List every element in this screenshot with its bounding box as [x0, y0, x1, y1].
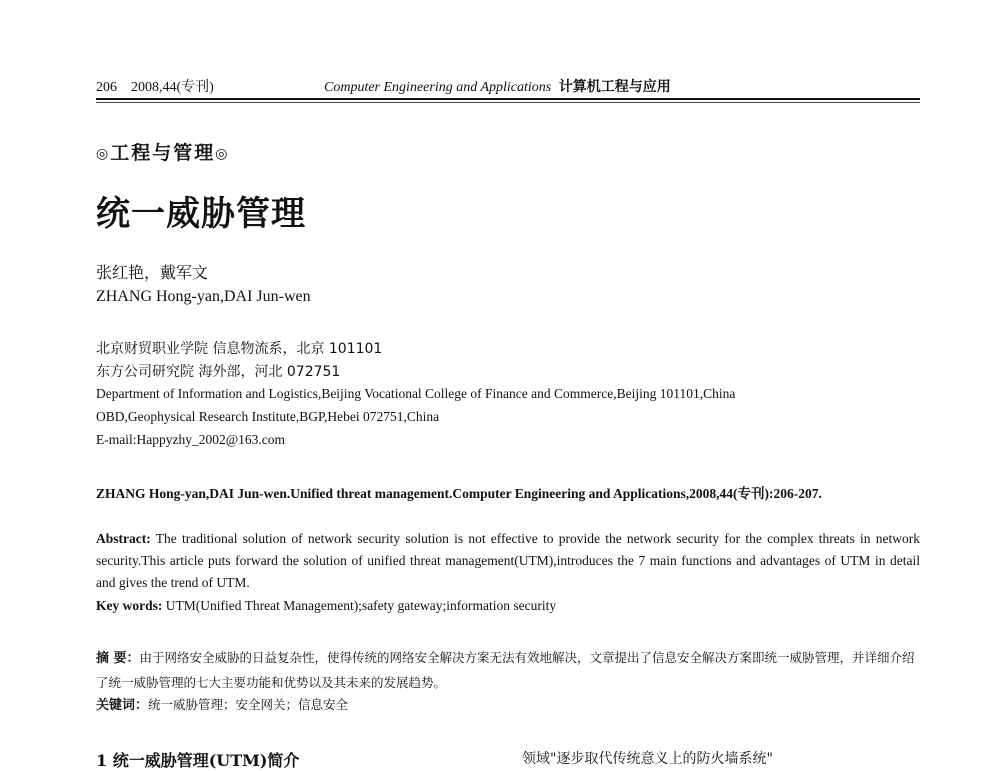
- citation: ZHANG Hong-yan,DAI Jun-wen.Unified threat management.Computer Engineering and Applications,2008,44(专刊):206-207.: [96, 486, 822, 501]
- paper-title: 统一威胁管理: [96, 194, 306, 234]
- affiliation-1-en: Department of Information and Logistics,Beijing Vocational College of Finance and Commerce,Beijing 101101,China: [96, 386, 736, 401]
- abstract-zh-label: 摘 要：: [96, 651, 140, 666]
- keywords-en: [96, 598, 920, 614]
- journal-name-en: Computer Engineering and Applications: [324, 80, 552, 95]
- column-label: [96, 138, 229, 165]
- abstract-en-text: The traditional solution of network security solution is not effective to provide the network security for the complex threats in network security.This article puts forward the solution of unified threat management(UTM),introduces the 7 main functions and advantages of UTM in detail and gives the trend of UTM.: [96, 531, 920, 590]
- keywords-en-label: Key words:: [96, 598, 163, 613]
- authors-zh: 张红艳，戴军文: [96, 263, 209, 282]
- keywords-zh: [96, 694, 920, 713]
- keywords-zh-label: 关键词：: [96, 698, 149, 713]
- journal-name-zh: 计算机工程与应用: [558, 79, 671, 95]
- affiliation-2-zh: 东方公司研究院 海外部，河北 072751: [96, 364, 341, 380]
- authors-en: ZHANG Hong-yan,DAI Jun-wen: [96, 288, 311, 305]
- header-left: [96, 76, 214, 96]
- journal-name: [324, 76, 671, 96]
- affiliation-2-en: OBD,Geophysical Research Institute,BGP,Hebei 072751,China: [96, 409, 440, 424]
- keywords-en-text: UTM(Unified Threat Management);safety gateway;information security: [165, 598, 557, 613]
- author-email: E-mail:Happyzhy_2002@163.com: [96, 432, 286, 447]
- header-rule-thin: [96, 102, 920, 103]
- ornament-left-icon: ◎: [96, 146, 111, 162]
- abstract-en: [96, 528, 920, 594]
- page-number: 206: [96, 80, 117, 95]
- keywords-zh-text: 统一威胁管理；安全网关；信息安全: [148, 697, 349, 712]
- volume-info: 2008,44(专刊): [131, 80, 214, 95]
- abstract-en-label: Abstract:: [96, 531, 151, 546]
- ornament-right-icon: ◎: [215, 146, 230, 162]
- header-rule-thick: [96, 98, 920, 100]
- right-column-text: 领域"逐步取代传统意义上的防火墙系统": [522, 751, 773, 767]
- abstract-zh: [96, 646, 920, 695]
- abstract-zh-text: 由于网络安全威胁的日益复杂性，使得传统的网络安全解决方案无法有效地解决，文章提出了信息安全解决方案即统一威胁管理，并详细介绍了统一威胁管理的七大主要功能和优势以及其未来的发展趋势。: [96, 650, 915, 690]
- running-header: [96, 76, 920, 106]
- section-1-heading: 1 统一威胁管理(UTM)简介: [96, 751, 300, 770]
- affiliation-1-zh: 北京财贸职业学院 信息物流系，北京 101101: [96, 341, 383, 357]
- column-label-text: 工程与管理: [110, 142, 216, 164]
